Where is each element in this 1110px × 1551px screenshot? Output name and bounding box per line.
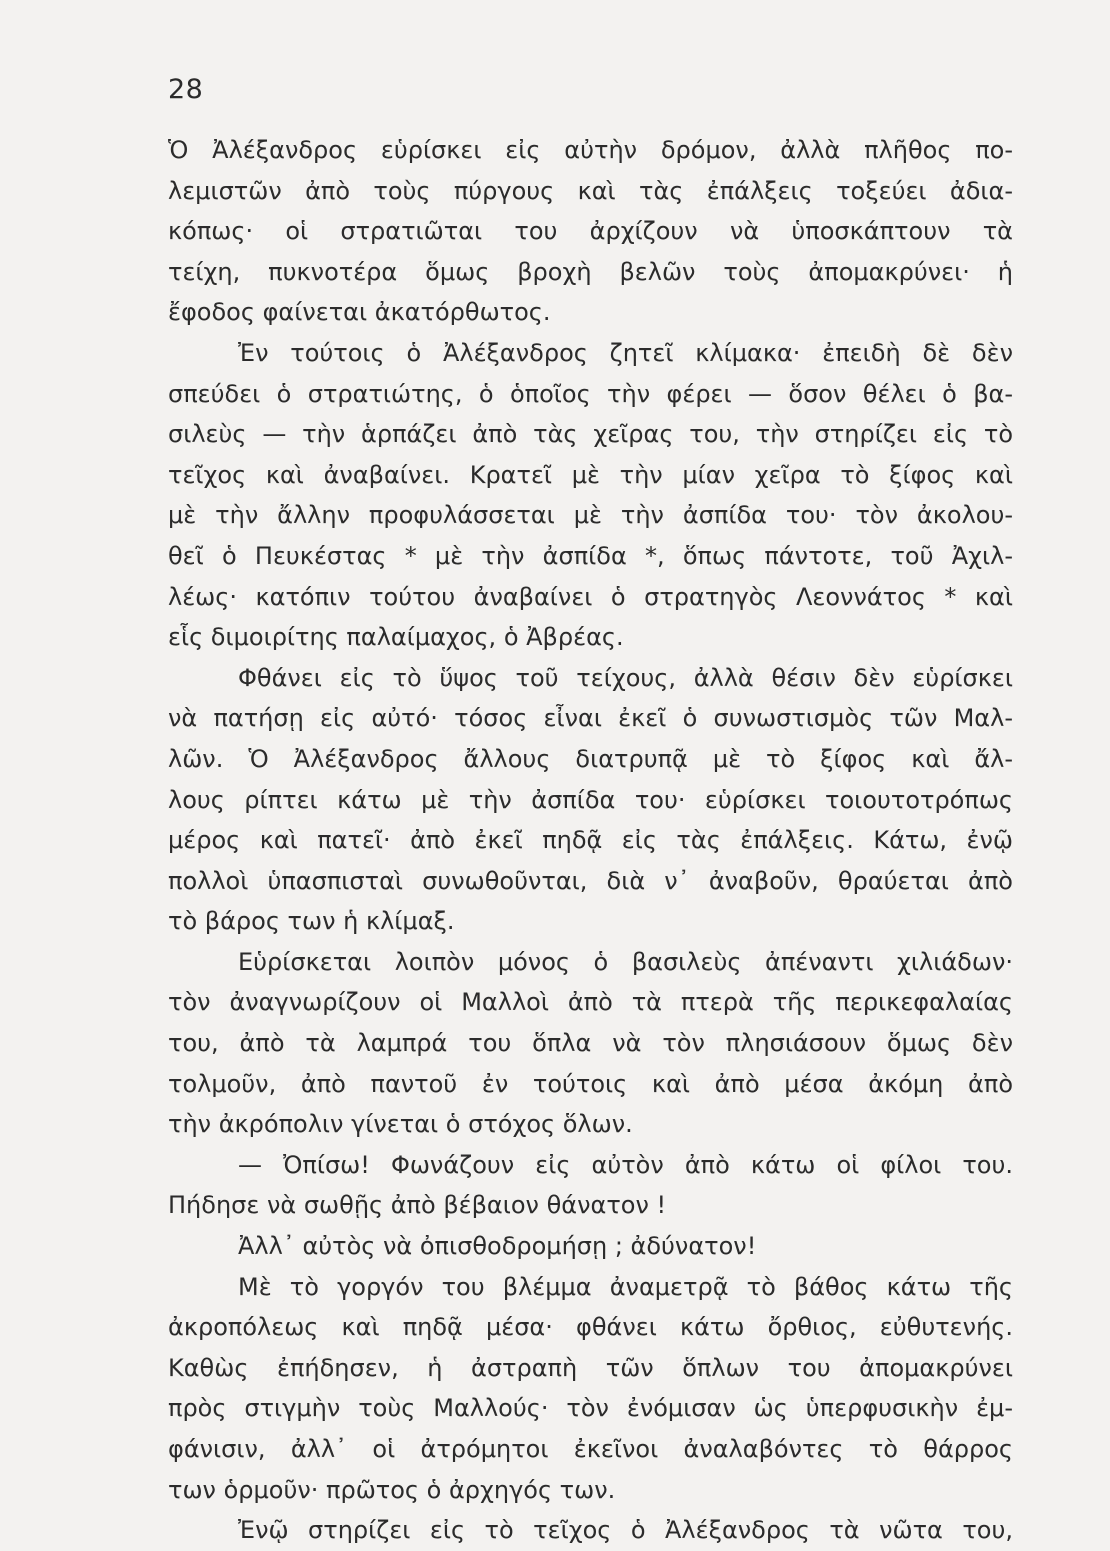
text-line: νὰ πατήσῃ εἰς αὐτό· τόσος εἶναι ἐκεῖ ὁ συνωστισμὸς τῶν Μαλ- xyxy=(168,704,1013,733)
page-number: 28 xyxy=(168,74,204,105)
text-line: λους ρίπτει κάτω μὲ τὴν ἀσπίδα του· εὑρίσκει τοιουτοτρόπως xyxy=(168,785,1013,814)
text-line: — Ὀπίσω! Φωνάζουν εἰς αὐτὸν ἀπὸ κάτω οἱ φίλοι του. xyxy=(238,1150,1013,1179)
text-line: πολλοὶ ὑπασπισταὶ συνωθοῦνται, διὰ ν᾽ ἀναβοῦν, θραύεται ἀπὸ xyxy=(168,866,1013,895)
text-line: τὴν ἀκρόπολιν γίνεται ὁ στόχος ὅλων. xyxy=(168,1110,633,1139)
text-line: Φθάνει εἰς τὸ ὕψος τοῦ τείχους, ἀλλὰ θέσιν δὲν εὑρίσκει xyxy=(238,663,1013,692)
text-line: τεῖχος καὶ ἀναβαίνει. Κρατεῖ μὲ τὴν μίαν χεῖρα τὸ ξίφος καὶ xyxy=(168,460,1013,489)
text-line: λεμιστῶν ἀπὸ τοὺς πύργους καὶ τὰς ἐπάλξεις τοξεύει ἀδια- xyxy=(168,176,1013,205)
text-line: Μὲ τὸ γοργόν του βλέμμα ἀναμετρᾷ τὸ βάθος κάτω τῆς xyxy=(238,1272,1013,1301)
text-line: εἷς διμοιρίτης παλαίμαχος, ὁ Ἀβρέας. xyxy=(168,623,624,652)
text-line: Καθὼς ἐπήδησεν, ἡ ἀστραπὴ τῶν ὅπλων του ἀπομακρύνει xyxy=(168,1353,1013,1382)
text-line: τὸ βάρος των ἡ κλίμαξ. xyxy=(168,907,455,936)
text-line: μὲ τὴν ἄλλην προφυλάσσεται μὲ τὴν ἀσπίδα του· τὸν ἀκολου- xyxy=(168,501,1013,530)
text-line: τολμοῦν, ἀπὸ παντοῦ ἐν τούτοις καὶ ἀπὸ μέσα ἀκόμη ἀπὸ xyxy=(168,1069,1013,1098)
text-line: πρὸς στιγμὴν τοὺς Μαλλούς· τὸν ἐνόμισαν ὡς ὑπερφυσικὴν ἐμ- xyxy=(168,1394,1013,1423)
text-line: Πήδησε νὰ σωθῇς ἀπὸ βέβαιον θάνατον ! xyxy=(168,1191,667,1220)
text-line: τείχη, πυκνοτέρα ὅμως βροχὴ βελῶν τοὺς ἀπομακρύνει· ἡ xyxy=(168,257,1013,286)
text-line: των ὁρμοῦν· πρῶτος ὁ ἀρχηγός των. xyxy=(168,1475,616,1504)
text-line: θεῖ ὁ Πευκέστας * μὲ τὴν ἀσπίδα *, ὅπως πάντοτε, τοῦ Ἀχιλ- xyxy=(168,541,1013,570)
text-line: Ὁ Ἀλέξανδρος εὑρίσκει εἰς αὐτὴν δρόμον, ἀλλὰ πλῆθος πο- xyxy=(168,136,1013,164)
text-line: Ἐν τούτοις ὁ Ἀλέξανδρος ζητεῖ κλίμακα· ἐπειδὴ δὲ δὲν xyxy=(238,338,1013,367)
text-line: ἔφοδος φαίνεται ἀκατόρθωτος. xyxy=(168,298,551,327)
text-line: μέρος καὶ πατεῖ· ἀπὸ ἐκεῖ πηδᾷ εἰς τὰς ἐπάλξεις. Κάτω, ἐνῷ xyxy=(168,826,1013,855)
text-line: λῶν. Ὁ Ἀλέξανδρος ἄλλους διατρυπᾷ μὲ τὸ ξίφος καὶ ἄλ- xyxy=(168,744,1013,773)
text-line: κόπως· οἱ στρατιῶται του ἀρχίζουν νὰ ὑποσκάπτουν τὰ xyxy=(168,217,1013,246)
text-line: σιλεὺς — τὴν ἁρπάζει ἀπὸ τὰς χεῖρας του, τὴν στηρίζει εἰς τὸ xyxy=(168,420,1013,449)
body-text xyxy=(168,130,1013,1551)
text-line: του, ἀπὸ τὰ λαμπρά του ὅπλα νὰ τὸν πλησιάσουν ὅμως δὲν xyxy=(168,1029,1013,1058)
text-line: Ἀλλ᾽ αὐτὸς νὰ ὀπισθοδρομήσῃ ; ἀδύνατον! xyxy=(238,1232,757,1261)
text-line: φάνισιν, ἀλλ᾽ οἱ ἀτρόμητοι ἐκεῖνοι ἀναλαβόντες τὸ θάρρος xyxy=(168,1435,1013,1463)
text-line: Ἐνῷ στηρίζει εἰς τὸ τεῖχος ὁ Ἀλέξανδρος τὰ νῶτα του, xyxy=(238,1516,1013,1545)
text-line: λέως· κατόπιν τούτου ἀναβαίνει ὁ στρατηγὸς Λεοννάτος * καὶ xyxy=(168,582,1013,611)
text-line: τὸν ἀναγνωρίζουν οἱ Μαλλοὶ ἀπὸ τὰ πτερὰ τῆς περικεφαλαίας xyxy=(168,988,1013,1017)
text-line: Εὑρίσκεται λοιπὸν μόνος ὁ βασιλεὺς ἀπέναντι χιλιάδων· xyxy=(238,947,1013,976)
text-line: ἀκροπόλεως καὶ πηδᾷ μέσα· φθάνει κάτω ὄρθιος, εὐθυτενής. xyxy=(168,1313,1013,1342)
text-line: σπεύδει ὁ στρατιώτης, ὁ ὁποῖος τὴν φέρει — ὅσον θέλει ὁ βα- xyxy=(168,379,1013,408)
